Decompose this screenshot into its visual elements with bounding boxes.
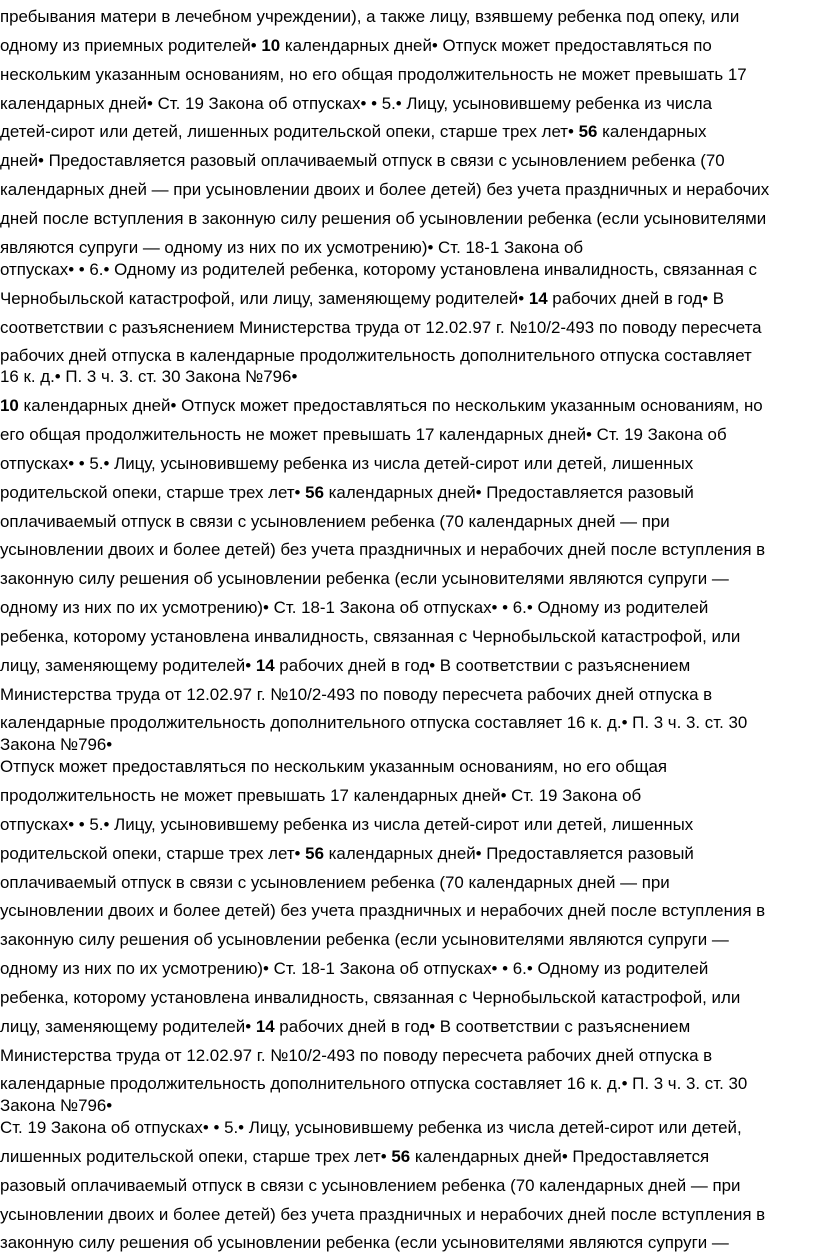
bold-number: 10 <box>0 396 19 415</box>
line-text: отпусках• • 5.• Лицу, усыновившему ребенка из числа детей-сирот или детей, лишенных <box>0 815 694 834</box>
bold-number: 10 <box>261 36 281 55</box>
line-text-continued: рабочих дней в год• В соответствии с разъяснением <box>274 656 691 675</box>
bold-number: 14 <box>255 656 275 675</box>
text-line <box>0 483 694 503</box>
bold-number: 56 <box>391 1147 411 1166</box>
text-line <box>0 569 729 589</box>
line-text: усыновлении двоих и более детей) без учета праздничных и нерабочих дней после вступления в <box>0 901 766 920</box>
line-text: ребенка, которому установлена инвалидность, связанная с Чернобыльской катастрофой, или <box>0 988 741 1007</box>
bold-number: 56 <box>305 483 324 502</box>
text-line <box>0 959 708 979</box>
text-line <box>0 7 739 27</box>
text-line <box>0 786 641 806</box>
line-text: разовый оплачиваемый отпуск в связи с усыновлением ребенка (70 календарных дней — при <box>0 1176 741 1195</box>
text-line <box>0 260 757 280</box>
text-line <box>0 873 670 893</box>
line-text: Закона №796• <box>0 735 113 754</box>
bold-number: 56 <box>305 844 324 863</box>
line-text: Закона №796• <box>0 1096 113 1115</box>
line-text: Министерства труда от 12.02.97 г. №10/2-493 по поводу пересчета рабочих дней отпуска в <box>0 685 713 704</box>
text-line <box>0 930 729 950</box>
line-text: рабочих дней отпуска в календарные продолжительность дополнительного отпуска составляет <box>0 346 752 365</box>
bold-number: 14 <box>528 289 548 308</box>
line-text: Чернобыльской катастрофой, или лицу, заменяющему родителей• <box>0 289 529 308</box>
line-text: родительской опеки, старше трех лет• <box>0 844 306 863</box>
text-line <box>0 209 766 229</box>
line-text: дней после вступления в законную силу решения об усыновлении ребенка (если усыновителями <box>0 209 767 228</box>
text-line <box>0 1118 742 1138</box>
line-text: отпусках• • 6.• Одному из родителей ребенка, которому установлена инвалидность, связанная с <box>0 260 757 279</box>
text-line <box>0 656 690 676</box>
text-line <box>0 598 708 618</box>
line-text-continued: календарных <box>597 122 707 141</box>
text-line <box>0 367 297 387</box>
text-line <box>0 627 740 647</box>
line-text-continued: календарных дней• Предоставляется разовый <box>323 483 694 502</box>
text-line <box>0 713 747 733</box>
line-text: соответствии с разъяснением Министерства труда от 12.02.97 г. №10/2-493 по поводу пересчета <box>0 318 762 337</box>
line-text: календарных дней — при усыновлении двоих и более детей) без учета праздничных и нерабочих <box>0 180 770 199</box>
text-line <box>0 346 752 366</box>
text-line <box>0 735 112 755</box>
bold-number: 56 <box>578 122 598 141</box>
line-text: пребывания матери в лечебном учреждении), а также лицу, взявшему ребенка под опеку, или <box>0 7 740 26</box>
line-text: дней• Предоставляется разовый оплачиваемый отпуск в связи с усыновлением ребенка (70 <box>0 151 725 170</box>
line-text: законную силу решения об усыновлении ребенка (если усыновителями являются супруги — <box>0 569 729 588</box>
text-line <box>0 180 769 200</box>
line-text: Ст. 19 Закона об отпусках• • 5.• Лицу, усыновившему ребенка из числа детей-сирот или детей, <box>0 1118 742 1137</box>
line-text: одному из них по их усмотрению)• Ст. 18-1 Закона об отпусках• • 6.• Одному из родителей <box>0 959 709 978</box>
line-text: законную силу решения об усыновлении ребенка (если усыновителями являются супруги — <box>0 1233 729 1252</box>
line-text: отпусках• • 5.• Лицу, усыновившему ребенка из числа детей-сирот или детей, лишенных <box>0 454 694 473</box>
text-line <box>0 540 765 560</box>
text-line <box>0 844 694 864</box>
line-text: календарных дней• Ст. 19 Закона об отпусках• • 5.• Лицу, усыновившему ребенка из числа <box>0 94 712 113</box>
line-text-continued: календарных дней• Предоставляется разовый <box>323 844 694 863</box>
line-text: законную силу решения об усыновлении ребенка (если усыновителями являются супруги — <box>0 930 729 949</box>
line-text-continued: рабочих дней в год• В соответствии с разъяснением <box>274 1017 691 1036</box>
line-text: усыновлении двоих и более детей) без учета праздничных и нерабочих дней после вступления в <box>0 540 766 559</box>
line-text: продолжительность не может превышать 17 календарных дней• Ст. 19 Закона об <box>0 786 642 805</box>
line-text: родительской опеки, старше трех лет• <box>0 483 306 502</box>
line-text: одному из них по их усмотрению)• Ст. 18-1 Закона об отпусках• • 6.• Одному из родителей <box>0 598 709 617</box>
line-text-continued: рабочих дней в год• В <box>547 289 725 308</box>
line-text: одному из приемных родителей• <box>0 36 262 55</box>
line-text: календарные продолжительность дополнительного отпуска составляет 16 к. д.• П. 3 ч. 3. ст. 30 <box>0 713 748 732</box>
text-line <box>0 1233 729 1253</box>
text-line <box>0 901 765 921</box>
line-text: оплачиваемый отпуск в связи с усыновлением ребенка (70 календарных дней — при <box>0 512 670 531</box>
line-text-continued: календарных дней• Отпуск может предоставляться по нескольким указанным основаниям, но <box>18 396 763 415</box>
text-line <box>0 988 740 1008</box>
line-text: ребенка, которому установлена инвалидность, связанная с Чернобыльской катастрофой, или <box>0 627 741 646</box>
line-text: календарные продолжительность дополнительного отпуска составляет 16 к. д.• П. 3 ч. 3. ст. 30 <box>0 1074 748 1093</box>
text-line <box>0 318 762 338</box>
text-line <box>0 1147 709 1167</box>
line-text: Отпуск может предоставляться по нескольким указанным основаниям, но его общая <box>0 757 668 776</box>
text-line <box>0 1205 765 1225</box>
line-text: детей-сирот или детей, лишенных родительской опеки, старше трех лет• <box>0 122 579 141</box>
line-text: лицу, заменяющему родителей• <box>0 1017 256 1036</box>
line-text: усыновлении двоих и более детей) без учета праздничных и нерабочих дней после вступления в <box>0 1205 766 1224</box>
text-line <box>0 396 763 416</box>
bold-number: 14 <box>255 1017 275 1036</box>
line-text: нескольким указанным основаниям, но его общая продолжительность не может превышать 17 <box>0 65 747 84</box>
text-line <box>0 151 725 171</box>
text-line <box>0 65 747 85</box>
line-text: являются супруги — одному из них по их усмотрению)• Ст. 18-1 Закона об <box>0 238 584 257</box>
text-line <box>0 36 712 56</box>
text-line <box>0 454 693 474</box>
text-line <box>0 1096 112 1116</box>
text-line <box>0 1176 741 1196</box>
text-line <box>0 122 706 142</box>
text-line <box>0 685 712 705</box>
line-text: 16 к. д.• П. 3 ч. 3. ст. 30 Закона №796• <box>0 367 298 386</box>
text-line <box>0 425 727 445</box>
line-text: лишенных родительской опеки, старше трех лет• <box>0 1147 392 1166</box>
text-line <box>0 512 670 532</box>
line-text: его общая продолжительность не может превышать 17 календарных дней• Ст. 19 Закона об <box>0 425 727 444</box>
text-line <box>0 1017 690 1037</box>
text-line <box>0 757 667 777</box>
text-line <box>0 94 712 114</box>
text-line <box>0 1046 712 1066</box>
text-line <box>0 238 583 258</box>
line-text: лицу, заменяющему родителей• <box>0 656 256 675</box>
text-line <box>0 1074 747 1094</box>
text-line <box>0 289 724 309</box>
line-text: оплачиваемый отпуск в связи с усыновлением ребенка (70 календарных дней — при <box>0 873 670 892</box>
line-text-continued: календарных дней• Отпуск может предоставляться по <box>280 36 712 55</box>
line-text: Министерства труда от 12.02.97 г. №10/2-493 по поводу пересчета рабочих дней отпуска в <box>0 1046 713 1065</box>
line-text-continued: календарных дней• Предоставляется <box>410 1147 710 1166</box>
text-line <box>0 815 693 835</box>
